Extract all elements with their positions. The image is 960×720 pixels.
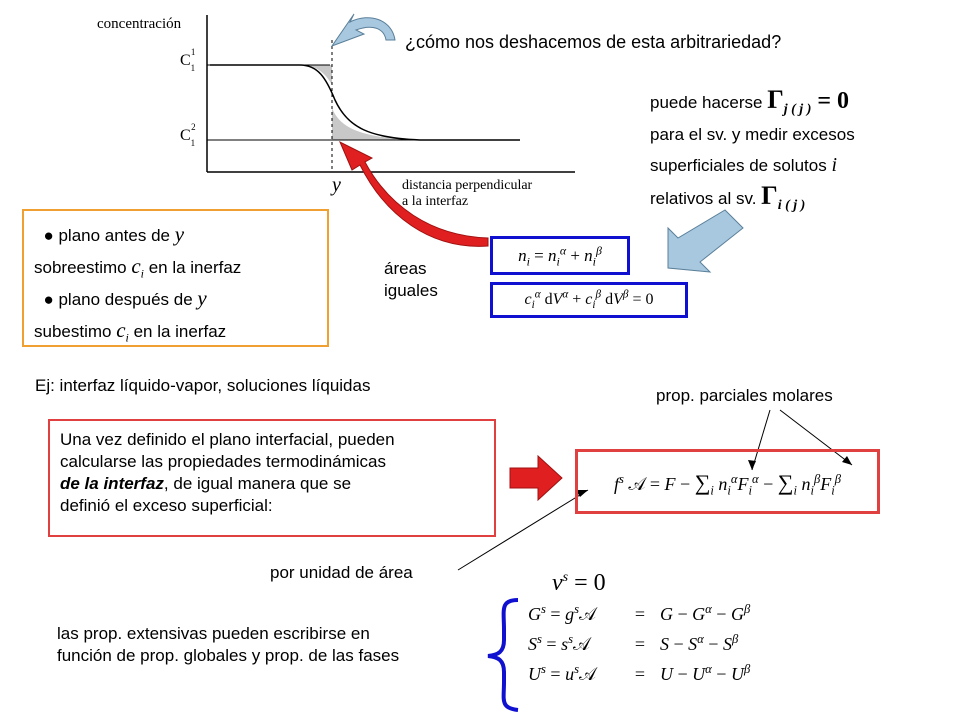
right-note: puede hacerse $\Gamma_{j ( j )} = 0$ para el sv. y medir excesos superficiales de solutos i relativos al sv. $\Gamma_{i ( j )}$ [650, 85, 855, 213]
plane-position-box: ● plano antes de y sobreestimo $c_i$ en la inerfaz ● plano después de y subestimo $c_i$ en la inerfaz [22, 209, 329, 347]
definition-box: Una vez definido el plano interfacial, pueden calcularse las propiedades termodinámicas de la interfaz, de igual manera que se definió el exceso superficial: [48, 419, 496, 537]
example-text: Ej: interfaz líquido-vapor, soluciones líquidas [35, 376, 371, 395]
equation-gibbs: $G^s$ = $g^s𝒜 = G - G^\alpha - G^\beta$ [528, 602, 751, 624]
curly-brace-icon [488, 600, 518, 710]
equal-areas-label: áreas iguales [384, 259, 438, 300]
question-text: ¿cómo nos deshacemos de esta arbitrariedad? [405, 32, 782, 52]
equation-entropy: $S^s$ = $s^s𝒜 = S - S^\alpha - S^\beta$ [528, 632, 739, 654]
extensive-props-text: las prop. extensivas pueden escribirse en función de prop. globales y prop. de las fases [57, 624, 400, 665]
equation-box-volume [490, 282, 688, 318]
equation-internal-energy: $U^s$ = $u^s𝒜 = U - U^\alpha - U^\beta$ [528, 662, 751, 684]
per-unit-area-label: por unidad de área [270, 563, 413, 582]
vs-equation: $v^s = 0$ [552, 570, 606, 596]
x-axis-label: distancia perpendicular a la interfaz [402, 178, 533, 209]
interface-y-label: y [332, 174, 341, 196]
c1-label: $C_1^1$ [180, 47, 196, 73]
arrow-right-red-icon [510, 456, 562, 500]
c2-label: $C_1^2$ [180, 122, 196, 148]
equation-free-energy: $f^s$ 𝒜 = $F - \sum_i$ $n_i^\alpha F_i^\alpha - \sum_i$ $n_i^\beta F_i^\beta$ [613, 470, 842, 498]
concentration-curve [210, 65, 520, 140]
equation-box-ni [490, 236, 630, 275]
equation-volume: $c_i^\alpha$ $dV^\alpha + c_i^\beta$ $dV^\beta = 0$ [524, 288, 654, 312]
equation-ni: $n_i = n_i^\alpha + n_i^\beta$ [518, 243, 602, 269]
excess-area-right [332, 108, 520, 140]
equation-box-free-energy [575, 449, 880, 514]
partial-molar-label: prop. parciales molares [656, 386, 833, 405]
arrow-down-left-blue-icon [668, 210, 743, 272]
curved-arrow-blue-top-icon [332, 14, 395, 46]
y-axis-label: concentración [97, 16, 182, 32]
